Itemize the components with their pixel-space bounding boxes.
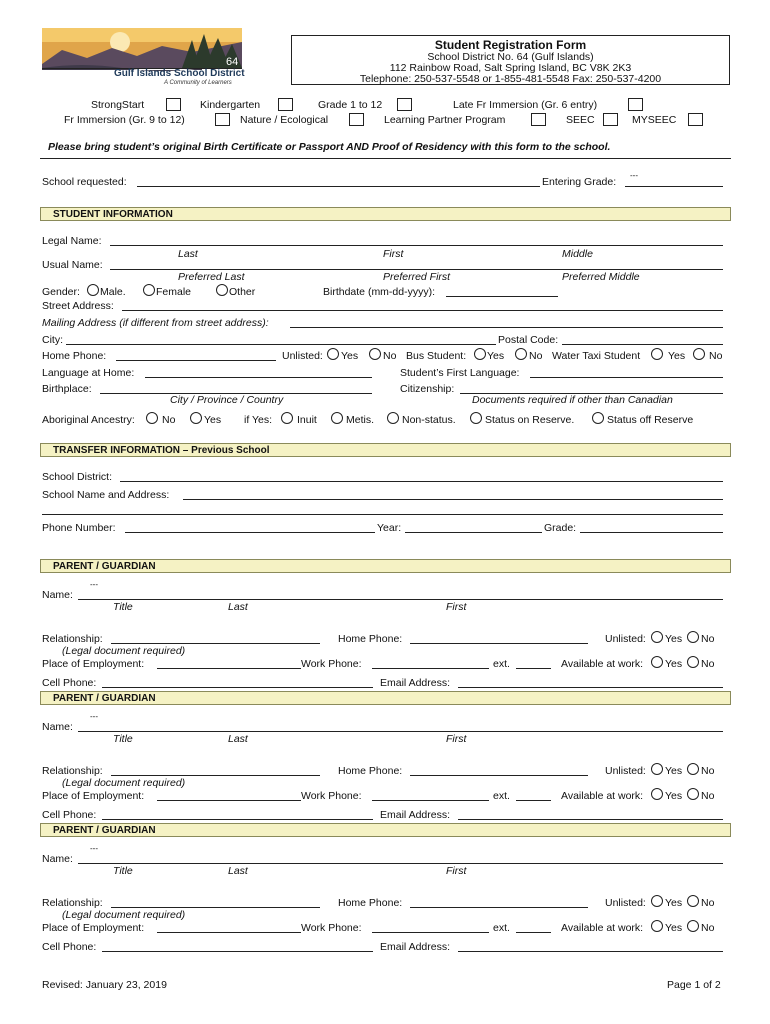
guardian-3-cell-label: Cell Phone: [42, 941, 97, 953]
guardian-2-work-phone-field[interactable] [372, 800, 489, 801]
guardian-1-title-value[interactable]: --- [90, 580, 98, 589]
birthdate-field[interactable] [446, 296, 558, 297]
entering-grade-field[interactable] [625, 186, 723, 187]
guardian-2-employment-field[interactable] [157, 800, 301, 801]
program-fr-immersion-checkbox[interactable] [215, 113, 230, 126]
guardian-1-work-phone-field[interactable] [372, 668, 489, 669]
guardian-2-title-value[interactable]: --- [90, 712, 98, 721]
legal-name-label: Legal Name: [42, 235, 102, 247]
guardian-1-name-label: Name: [42, 589, 73, 601]
guardian-2-last-caption: Last [228, 733, 248, 745]
bus-no-radio[interactable] [515, 348, 527, 360]
school-district-field[interactable] [120, 481, 723, 482]
birthdate-label: Birthdate (mm-dd-yyyy): [323, 286, 436, 298]
guardian-1-available-no-radio[interactable] [687, 656, 699, 668]
guardian-1-ext-field[interactable] [516, 668, 551, 669]
logo-number: 64 [226, 56, 239, 68]
guardian-3-unlisted-yes-radio[interactable] [651, 895, 663, 907]
guardian-2-ext-field[interactable] [516, 800, 551, 801]
non-status-radio[interactable] [387, 412, 399, 424]
transfer-phone-label: Phone Number: [42, 522, 116, 534]
city-label: City: [42, 334, 63, 346]
guardian-1-title-caption: Title [113, 601, 133, 613]
guardian-2-title-caption: Title [113, 733, 133, 745]
guardian-1-home-phone-field[interactable] [410, 643, 588, 644]
district-logo [42, 28, 245, 90]
language-home-field[interactable] [145, 377, 372, 378]
guardian-2-home-phone-label: Home Phone: [338, 765, 403, 777]
guardian-1-name-field[interactable] [78, 599, 723, 600]
program-strongstart-label: StrongStart [91, 99, 145, 111]
preferred-last-caption: Preferred Last [178, 271, 245, 283]
notice-text: Please bring student’s original Birth Certificate or Passport AND Proof of Residency with this form to the school. [48, 141, 611, 153]
unlisted-no-label: No [383, 350, 397, 362]
guardian-2-email-label: Email Address: [380, 809, 451, 821]
program-strongstart-checkbox[interactable] [166, 98, 181, 111]
guardian-2-work-phone-label: Work Phone: [301, 790, 362, 802]
preferred-first-caption: Preferred First [383, 271, 451, 283]
transfer-info-heading: TRANSFER INFORMATION – Previous School [53, 445, 270, 456]
transfer-year-field[interactable] [405, 532, 542, 533]
mailing-address-field[interactable] [290, 327, 723, 328]
school-name-address-label: School Name and Address: [42, 489, 170, 501]
header-line-3: Telephone: 250-537-5548 or 1-855-481-5548 Fax: 250-537-4200 [359, 73, 662, 85]
school-district-label: School District: [42, 471, 113, 483]
unlisted-label: Unlisted: [282, 350, 323, 362]
guardian-3-unlisted-no-label: No [701, 897, 715, 909]
guardian-3-available-no-label: No [701, 922, 715, 934]
school-requested-field[interactable] [137, 186, 540, 187]
guardian-3-title-value[interactable]: --- [90, 844, 98, 853]
program-kindergarten-checkbox[interactable] [278, 98, 293, 111]
program-nature-label: Nature / Ecological [240, 114, 329, 126]
guardian-3-email-label: Email Address: [380, 941, 451, 953]
legal-name-field[interactable] [110, 245, 723, 246]
guardian-1-available-yes-label: Yes [665, 658, 683, 670]
guardian-3-legal-doc-caption: (Legal document required) [62, 909, 186, 921]
guardian-3-unlisted-label: Unlisted: [605, 897, 646, 909]
bus-no-label: No [529, 350, 543, 362]
guardian-3-relationship-field[interactable] [111, 907, 320, 908]
guardian-3-cell-field[interactable] [102, 951, 373, 952]
guardian-2-available-label: Available at work: [561, 790, 644, 802]
transfer-grade-label: Grade: [544, 522, 577, 534]
legal-middle-caption: Middle [562, 248, 593, 260]
gender-other-label: Other [229, 286, 256, 298]
status-on-reserve-radio[interactable] [470, 412, 482, 424]
guardian-3-ext-label: ext. [493, 922, 510, 934]
home-phone-label: Home Phone: [42, 350, 107, 362]
birthplace-label: Birthplace: [42, 383, 92, 395]
guardian-3-available-yes-label: Yes [665, 922, 683, 934]
guardian-1-unlisted-yes-label: Yes [665, 633, 683, 645]
gender-male-radio[interactable] [87, 284, 99, 296]
guardian-1-cell-label: Cell Phone: [42, 677, 97, 689]
street-address-field[interactable] [122, 310, 723, 311]
gender-label: Gender: [42, 286, 80, 298]
guardian-1-first-caption: First [446, 601, 467, 613]
water-taxi-label: Water Taxi Student [552, 350, 641, 362]
documents-required-caption: Documents required if other than Canadian [472, 394, 673, 406]
guardian-1-email-label: Email Address: [380, 677, 451, 689]
aboriginal-label: Aboriginal Ancestry: [42, 414, 135, 426]
guardian-2-section [40, 691, 731, 705]
guardian-1-available-yes-radio[interactable] [651, 656, 663, 668]
status-off-reserve-radio[interactable] [592, 412, 604, 424]
water-taxi-no-label: No [709, 350, 723, 362]
program-nature-checkbox[interactable] [349, 113, 364, 126]
guardian-2-employment-label: Place of Employment: [42, 790, 145, 802]
usual-name-field[interactable] [110, 269, 723, 270]
guardian-2-available-no-label: No [701, 790, 715, 802]
unlisted-yes-radio[interactable] [327, 348, 339, 360]
student-info-heading: STUDENT INFORMATION [53, 209, 173, 220]
transfer-info-section [40, 443, 731, 457]
guardian-3-relationship-label: Relationship: [42, 897, 103, 909]
program-grade-checkbox[interactable] [397, 98, 412, 111]
guardian-3-first-caption: First [446, 865, 467, 877]
water-taxi-yes-label: Yes [668, 350, 686, 362]
guardian-2-ext-label: ext. [493, 790, 510, 802]
guardian-3-available-yes-radio[interactable] [651, 920, 663, 932]
program-fr-immersion-label: Fr Immersion (Gr. 9 to 12) [64, 114, 185, 126]
mailing-address-label: Mailing Address (if different from street address): [42, 317, 269, 329]
guardian-1-employment-field[interactable] [157, 668, 301, 669]
guardian-2-relationship-field[interactable] [111, 775, 320, 776]
guardian-3-work-phone-field[interactable] [372, 932, 489, 933]
program-myseec-checkbox[interactable] [688, 113, 703, 126]
bus-yes-label: Yes [487, 350, 505, 362]
metis-radio[interactable] [331, 412, 343, 424]
guardian-2-name-field[interactable] [78, 731, 723, 732]
gender-female-radio[interactable] [143, 284, 155, 296]
transfer-grade-field[interactable] [580, 532, 723, 533]
legal-last-caption: Last [178, 248, 198, 260]
guardian-1-last-caption: Last [228, 601, 248, 613]
metis-label: Metis. [346, 414, 375, 426]
guardian-2-available-yes-label: Yes [665, 790, 683, 802]
header-line-2: 112 Rainbow Road, Salt Spring Island, BC V8K 2K3 [389, 62, 632, 74]
program-kindergarten-label: Kindergarten [200, 99, 261, 111]
guardian-2-unlisted-no-label: No [701, 765, 715, 777]
aboriginal-yes-radio[interactable] [190, 412, 202, 424]
water-taxi-no-radio[interactable] [693, 348, 705, 360]
usual-name-label: Usual Name: [42, 259, 103, 271]
program-learning-partner-label: Learning Partner Program [384, 114, 506, 126]
school-name-address-field[interactable] [183, 499, 723, 500]
guardian-3-ext-field[interactable] [516, 932, 551, 933]
unlisted-no-radio[interactable] [369, 348, 381, 360]
bus-yes-radio[interactable] [474, 348, 486, 360]
preferred-middle-caption: Preferred Middle [562, 271, 640, 283]
guardian-2-home-phone-field[interactable] [410, 775, 588, 776]
guardian-2-name-label: Name: [42, 721, 73, 733]
if-yes-label: if Yes: [244, 414, 273, 426]
postal-code-label: Postal Code: [498, 334, 559, 346]
school-name-address-field-2[interactable] [42, 514, 723, 515]
guardian-3-home-phone-label: Home Phone: [338, 897, 403, 909]
revised-date: Revised: January 23, 2019 [42, 979, 167, 991]
program-late-fr-label: Late Fr Immersion (Gr. 6 entry) [453, 99, 598, 111]
guardian-1-unlisted-yes-radio[interactable] [651, 631, 663, 643]
gender-other-radio[interactable] [216, 284, 228, 296]
unlisted-yes-label: Yes [341, 350, 359, 362]
guardian-3-email-field[interactable] [458, 951, 723, 952]
status-off-reserve-label: Status off Reserve [607, 414, 694, 426]
program-seec-label: SEEC [566, 114, 595, 126]
guardian-3-work-phone-label: Work Phone: [301, 922, 362, 934]
guardian-3-section [40, 823, 731, 837]
guardian-1-legal-doc-caption: (Legal document required) [62, 645, 186, 657]
guardian-2-available-yes-radio[interactable] [651, 788, 663, 800]
city-field[interactable] [66, 344, 496, 345]
guardian-2-legal-doc-caption: (Legal document required) [62, 777, 186, 789]
guardian-2-relationship-label: Relationship: [42, 765, 103, 777]
guardian-3-unlisted-no-radio[interactable] [687, 895, 699, 907]
guardian-1-employment-label: Place of Employment: [42, 658, 145, 670]
first-language-label: Student’s First Language: [400, 367, 520, 379]
guardian-1-cell-field[interactable] [102, 687, 373, 688]
city-province-caption: City / Province / Country [170, 394, 284, 406]
aboriginal-yes-label: Yes [204, 414, 222, 426]
guardian-3-available-label: Available at work: [561, 922, 644, 934]
guardian-1-unlisted-no-radio[interactable] [687, 631, 699, 643]
entering-grade-label: Entering Grade: [542, 176, 617, 188]
gender-female-label: Female [156, 286, 192, 298]
guardian-2-cell-field[interactable] [102, 819, 373, 820]
header-line-1: School District No. 64 (Gulf Islands) [427, 51, 594, 63]
gender-male-label: Male. [100, 286, 126, 298]
guardian-1-home-phone-label: Home Phone: [338, 633, 403, 645]
school-requested-label: School requested: [42, 176, 127, 188]
guardian-3-heading: PARENT / GUARDIAN [53, 825, 156, 836]
guardian-3-name-label: Name: [42, 853, 73, 865]
citizenship-label: Citizenship: [400, 383, 455, 395]
water-taxi-yes-radio[interactable] [651, 348, 663, 360]
guardian-1-heading: PARENT / GUARDIAN [53, 561, 156, 572]
first-language-field[interactable] [530, 377, 723, 378]
logo-name: Gulf Islands School District [114, 68, 245, 79]
postal-code-field[interactable] [562, 344, 723, 345]
guardian-1-relationship-label: Relationship: [42, 633, 103, 645]
guardian-1-relationship-field[interactable] [111, 643, 320, 644]
aboriginal-no-label: No [162, 414, 176, 426]
program-learning-partner-checkbox[interactable] [531, 113, 546, 126]
guardian-1-available-label: Available at work: [561, 658, 644, 670]
guardian-3-title-caption: Title [113, 865, 133, 877]
inuit-radio[interactable] [281, 412, 293, 424]
program-grade-label: Grade 1 to 12 [318, 99, 383, 111]
guardian-1-unlisted-no-label: No [701, 633, 715, 645]
home-phone-field[interactable] [116, 360, 276, 361]
guardian-2-first-caption: First [446, 733, 467, 745]
guardian-1-unlisted-label: Unlisted: [605, 633, 646, 645]
program-myseec-label: MYSEEC [632, 114, 677, 126]
program-late-fr-checkbox[interactable] [628, 98, 643, 111]
guardian-1-available-no-label: No [701, 658, 715, 670]
street-address-label: Street Address: [42, 300, 114, 312]
program-seec-checkbox[interactable] [603, 113, 618, 126]
guardian-2-unlisted-label: Unlisted: [605, 765, 646, 777]
guardian-1-work-phone-label: Work Phone: [301, 658, 362, 670]
language-home-label: Language at Home: [42, 367, 135, 379]
legal-first-caption: First [383, 248, 404, 260]
guardian-3-last-caption: Last [228, 865, 248, 877]
guardian-3-employment-field[interactable] [157, 932, 301, 933]
guardian-2-cell-label: Cell Phone: [42, 809, 97, 821]
guardian-3-unlisted-yes-label: Yes [665, 897, 683, 909]
student-info-section [40, 207, 731, 221]
guardian-2-unlisted-yes-label: Yes [665, 765, 683, 777]
guardian-2-available-no-radio[interactable] [687, 788, 699, 800]
transfer-phone-field[interactable] [125, 532, 375, 533]
aboriginal-no-radio[interactable] [146, 412, 158, 424]
form-title: Student Registration Form [434, 38, 587, 52]
page-number: Page 1 of 2 [667, 979, 721, 991]
header-box [291, 35, 730, 85]
guardian-3-home-phone-field[interactable] [410, 907, 588, 908]
guardian-2-unlisted-no-radio[interactable] [687, 763, 699, 775]
inuit-label: Inuit [297, 414, 317, 426]
guardian-1-section [40, 559, 731, 573]
non-status-label: Non-status. [402, 414, 456, 426]
transfer-year-label: Year: [377, 522, 402, 534]
bus-student-label: Bus Student: [406, 350, 467, 362]
status-on-reserve-label: Status on Reserve. [485, 414, 575, 426]
guardian-2-email-field[interactable] [458, 819, 723, 820]
guardian-2-heading: PARENT / GUARDIAN [53, 693, 156, 704]
guardian-1-ext-label: ext. [493, 658, 510, 670]
guardian-1-email-field[interactable] [458, 687, 723, 688]
notice-divider [40, 158, 731, 159]
guardian-2-unlisted-yes-radio[interactable] [651, 763, 663, 775]
guardian-3-available-no-radio[interactable] [687, 920, 699, 932]
guardian-3-name-field[interactable] [78, 863, 723, 864]
logo-tagline: A Community of Learners [164, 80, 232, 86]
guardian-3-employment-label: Place of Employment: [42, 922, 145, 934]
entering-grade-value[interactable]: --- [630, 171, 638, 180]
